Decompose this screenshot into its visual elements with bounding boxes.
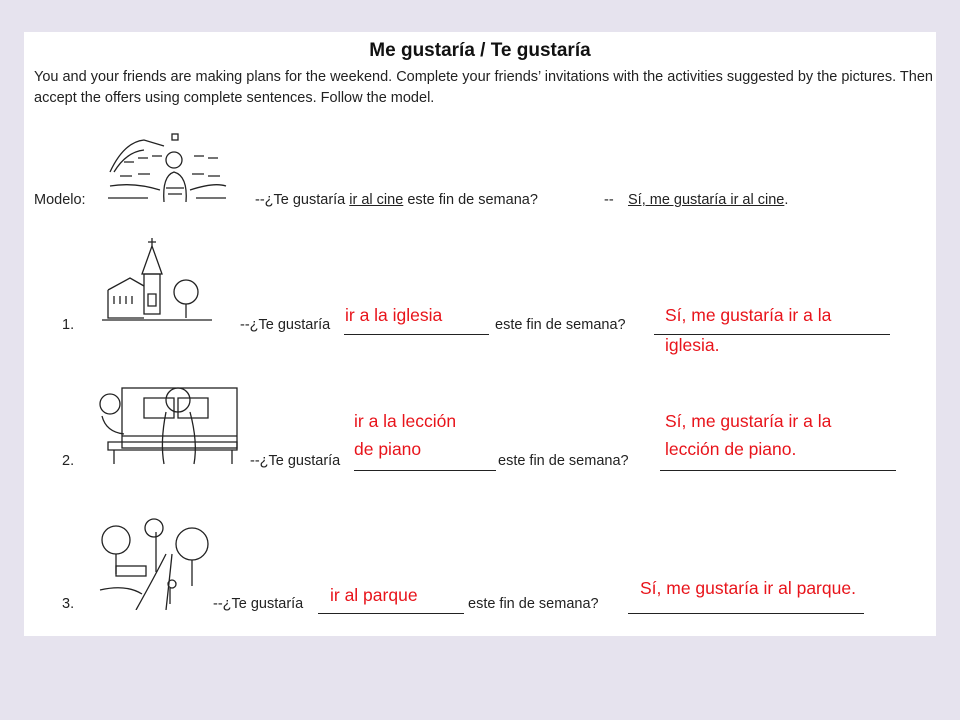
- item-3-question-prefix: --¿Te gustaría: [213, 596, 304, 612]
- model-question-prefix: --¿Te gustaría: [255, 192, 346, 208]
- item-3-number: 3.: [62, 596, 75, 612]
- model-question-suffix: este fin de semana?: [407, 192, 538, 208]
- item-1-number: 1.: [62, 317, 75, 333]
- item-2-question-prefix: --¿Te gustaría: [250, 453, 341, 469]
- model-question: [255, 192, 538, 208]
- item-3-question-suffix: este fin de semana?: [468, 596, 599, 612]
- item-2-activity-answer-line1: ir a la lección: [354, 411, 457, 431]
- item-2-answer-line1: Sí, me gustaría ir a la: [665, 411, 832, 431]
- item-2-number: 2.: [62, 453, 75, 469]
- item-2-activity-answer-line2: de piano: [354, 439, 422, 459]
- item-3-activity-answer: ir al parque: [330, 585, 418, 605]
- item-2-answer-line2: lección de piano.: [665, 439, 797, 459]
- item-2-question-suffix: este fin de semana?: [498, 453, 629, 469]
- piano-lesson-icon: [94, 382, 239, 467]
- cinema-icon: [104, 132, 229, 210]
- park-icon: [96, 514, 216, 610]
- model-answer-period: .: [784, 192, 789, 208]
- model-answer-text: Sí, me gustaría ir al cine: [628, 192, 785, 208]
- worksheet-page: [24, 32, 936, 636]
- item-1-activity-answer: ir a la iglesia: [345, 305, 443, 325]
- model-label: Modelo:: [34, 192, 86, 208]
- item-1-activity-line: [344, 334, 489, 335]
- item-2-answer-line: [660, 470, 896, 471]
- model-question-activity: ir al cine: [349, 192, 404, 208]
- instructions: You and your friends are making plans for the weekend. Complete your friends’ invitations with the activities suggested by the pictures. Then accept the offers using complete sentences. Follow the model.: [34, 69, 933, 106]
- item-1-question-suffix: este fin de semana?: [495, 317, 626, 333]
- item-3-answer: Sí, me gustaría ir al parque.: [640, 578, 856, 598]
- item-3-answer-line: [628, 613, 864, 614]
- page-title: Me gustaría / Te gustaría: [369, 40, 591, 61]
- model-answer: [628, 192, 788, 208]
- item-3-activity-line: [318, 613, 464, 614]
- item-1-answer-line1: Sí, me gustaría ir a la: [665, 305, 832, 325]
- item-2-activity-line: [354, 470, 496, 471]
- church-icon: [102, 234, 212, 326]
- item-1-answer-line2: iglesia.: [665, 335, 720, 355]
- model-dashes: --: [604, 192, 614, 208]
- item-1-question-prefix: --¿Te gustaría: [240, 317, 331, 333]
